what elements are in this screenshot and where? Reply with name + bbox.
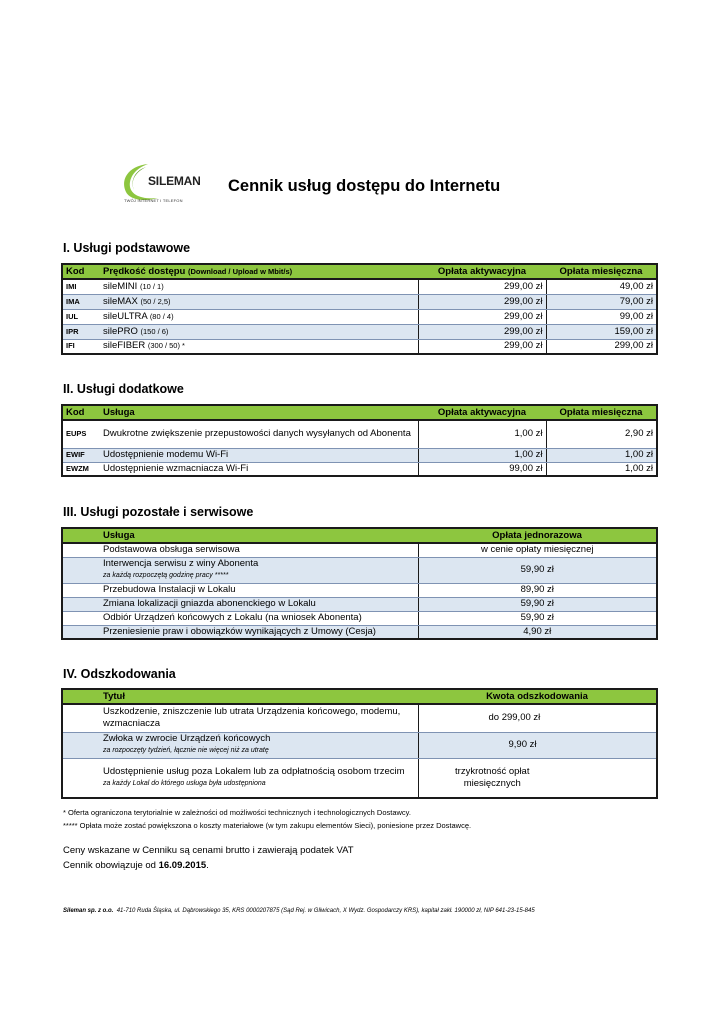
- row-service: Odbiór Urządzeń końcowych z Lokalu (na wniosek Abonenta): [100, 611, 418, 625]
- row-activation: 99,00 zł: [418, 462, 546, 476]
- header-monthly: Opłata miesięczna: [546, 405, 657, 420]
- vat-info: Ceny wskazane w Cenniku są cenami brutto i zawierają podatek VAT: [63, 845, 354, 856]
- valid-from: Cennik obowiązuje od 16.09.2015.: [63, 860, 209, 871]
- table-header-row: [62, 405, 657, 420]
- row-code: EUPS: [62, 420, 100, 448]
- row-service: Podstawowa obsługa serwisowa: [100, 543, 418, 557]
- row-activation: 299,00 zł: [418, 279, 546, 294]
- header-activation: Opłata aktywacyjna: [418, 405, 546, 420]
- row-code: IPR: [62, 324, 100, 339]
- table-header-row: [62, 528, 657, 543]
- row-service: sileMINI (10 / 1): [100, 279, 418, 294]
- table-header-row: [62, 264, 657, 279]
- table-header-row: [62, 689, 657, 704]
- row-service: Udostępnienie modemu Wi-Fi: [100, 448, 418, 462]
- row-code: IMI: [62, 279, 100, 294]
- row-service: Interwencja serwisu z winy Abonenta za każdą rozpoczętą godzinę pracy *****: [100, 557, 418, 583]
- header-service: Usługa: [100, 528, 418, 543]
- row-fee: 4,90 zł: [418, 625, 657, 639]
- section-4-heading: IV. Odszkodowania: [63, 667, 176, 681]
- table-row: [62, 448, 657, 462]
- row-monthly: 79,00 zł: [546, 294, 657, 309]
- row-title: Udostępnienie usług poza Lokalem lub za odpłatnością osobom trzecim za każdy Lokal do którego usługa była udostępniona: [100, 758, 418, 798]
- footer-company: Sileman sp. z o.o.: [63, 908, 114, 914]
- row-fee: 59,90 zł: [418, 597, 657, 611]
- table-row: [62, 557, 657, 583]
- section-1-heading: I. Usługi podstawowe: [63, 241, 191, 255]
- row-code: EWIF: [62, 448, 100, 462]
- header-code: Kod: [62, 264, 100, 279]
- document-title: Cennik usług dostępu do Internetu: [228, 177, 501, 195]
- basic-services-table: [61, 263, 658, 355]
- row-monthly: 299,00 zł: [546, 339, 657, 354]
- section-3-heading: III. Usługi pozostałe i serwisowe: [63, 505, 254, 519]
- row-amount: 9,90 zł: [418, 732, 657, 758]
- row-activation: 299,00 zł: [418, 309, 546, 324]
- row-code: IUL: [62, 309, 100, 324]
- row-title: Zwłoka w zwrocie Urządzeń końcowych za rozpoczęty tydzień, łącznie nie więcej niż za utratę: [100, 732, 418, 758]
- table-row: [62, 597, 657, 611]
- table-row: [62, 279, 657, 294]
- row-service: Zmiana lokalizacji gniazda abonenckiego w Lokalu: [100, 597, 418, 611]
- row-activation: 299,00 zł: [418, 294, 546, 309]
- header-service: Usługa: [100, 405, 418, 420]
- table-row: [62, 324, 657, 339]
- row-code: EWZM: [62, 462, 100, 476]
- row-amount: trzykrotność opłat miesięcznych: [418, 758, 657, 798]
- compensation-table: [61, 688, 658, 799]
- table-row: [62, 758, 657, 798]
- footnote-1: * Oferta ograniczona terytorialnie w zależności od możliwości technicznych i technologicznych Dostawcy.: [63, 808, 411, 817]
- header-fee: Opłata jednorazowa: [418, 528, 657, 543]
- row-monthly: 1,00 zł: [546, 448, 657, 462]
- header-speed: Prędkość dostępu (Download / Upload w Mbit/s): [100, 264, 418, 279]
- header-activation: Opłata aktywacyjna: [418, 264, 546, 279]
- table-row: [62, 420, 657, 448]
- valid-date: 16.09.2015: [158, 860, 207, 871]
- logo-name: SILEMAN: [148, 174, 201, 188]
- row-service: sileULTRA (80 / 4): [100, 309, 418, 324]
- row-monthly: 159,00 zł: [546, 324, 657, 339]
- row-activation: 299,00 zł: [418, 324, 546, 339]
- row-fee: w cenie opłaty miesięcznej: [418, 543, 657, 557]
- table-row: [62, 462, 657, 476]
- row-service: sileMAX (50 / 2,5): [100, 294, 418, 309]
- table-row: [62, 732, 657, 758]
- row-service: Przeniesienie praw i obowiązków wynikających z Umowy (Cesja): [100, 625, 418, 639]
- table-row: [62, 583, 657, 597]
- row-service: Dwukrotne zwiększenie przepustowości danych wysyłanych od Abonenta: [100, 420, 418, 448]
- row-service: Przebudowa Instalacji w Lokalu: [100, 583, 418, 597]
- header-amount: Kwota odszkodowania: [418, 689, 657, 704]
- other-services-table: [61, 527, 658, 640]
- header-monthly: Opłata miesięczna: [546, 264, 657, 279]
- row-service: silePRO (150 / 6): [100, 324, 418, 339]
- additional-services-table: [61, 404, 658, 477]
- header-title: Tytuł: [100, 689, 418, 704]
- row-monthly: 99,00 zł: [546, 309, 657, 324]
- row-code: IMA: [62, 294, 100, 309]
- footer-address: 41-710 Ruda Śląska, ul. Dąbrowskiego 35, KRS 0000207875 (Sąd Rej. w Gliwicach, X Wydz. Gospodarczy KRS), kapitał zakł. 190000 zł, NIP 641-23-15-845: [116, 908, 535, 914]
- table-row: [62, 611, 657, 625]
- row-service: sileFIBER (300 / 50) *: [100, 339, 418, 354]
- row-activation: 1,00 zł: [418, 448, 546, 462]
- row-fee: 59,90 zł: [418, 611, 657, 625]
- header-code: Kod: [62, 405, 100, 420]
- row-amount: do 299,00 zł: [418, 704, 657, 732]
- table-row: [62, 543, 657, 557]
- row-monthly: 1,00 zł: [546, 462, 657, 476]
- row-activation: 1,00 zł: [418, 420, 546, 448]
- row-monthly: 2,90 zł: [546, 420, 657, 448]
- table-row: [62, 294, 657, 309]
- row-service: Udostępnienie wzmacniacza Wi-Fi: [100, 462, 418, 476]
- footer: [63, 908, 535, 914]
- table-row: [62, 309, 657, 324]
- row-fee: 89,90 zł: [418, 583, 657, 597]
- table-row: [62, 704, 657, 732]
- table-row: [62, 339, 657, 354]
- logo-tagline: TWÓJ INTERNET I TELEFON: [124, 198, 183, 203]
- row-title: Uszkodzenie, zniszczenie lub utrata Urządzenia końcowego, modemu, wzmacniacza: [100, 704, 418, 732]
- row-activation: 299,00 zł: [418, 339, 546, 354]
- footnote-2: ***** Opłata może zostać powiększona o koszty materiałowe (w tym zakupu elementów Sieci), poniesione przez Dostawcę.: [63, 821, 472, 830]
- table-row: [62, 625, 657, 639]
- row-code: IFI: [62, 339, 100, 354]
- section-2-heading: II. Usługi dodatkowe: [63, 382, 184, 396]
- row-monthly: 49,00 zł: [546, 279, 657, 294]
- row-fee: 59,90 zł: [418, 557, 657, 583]
